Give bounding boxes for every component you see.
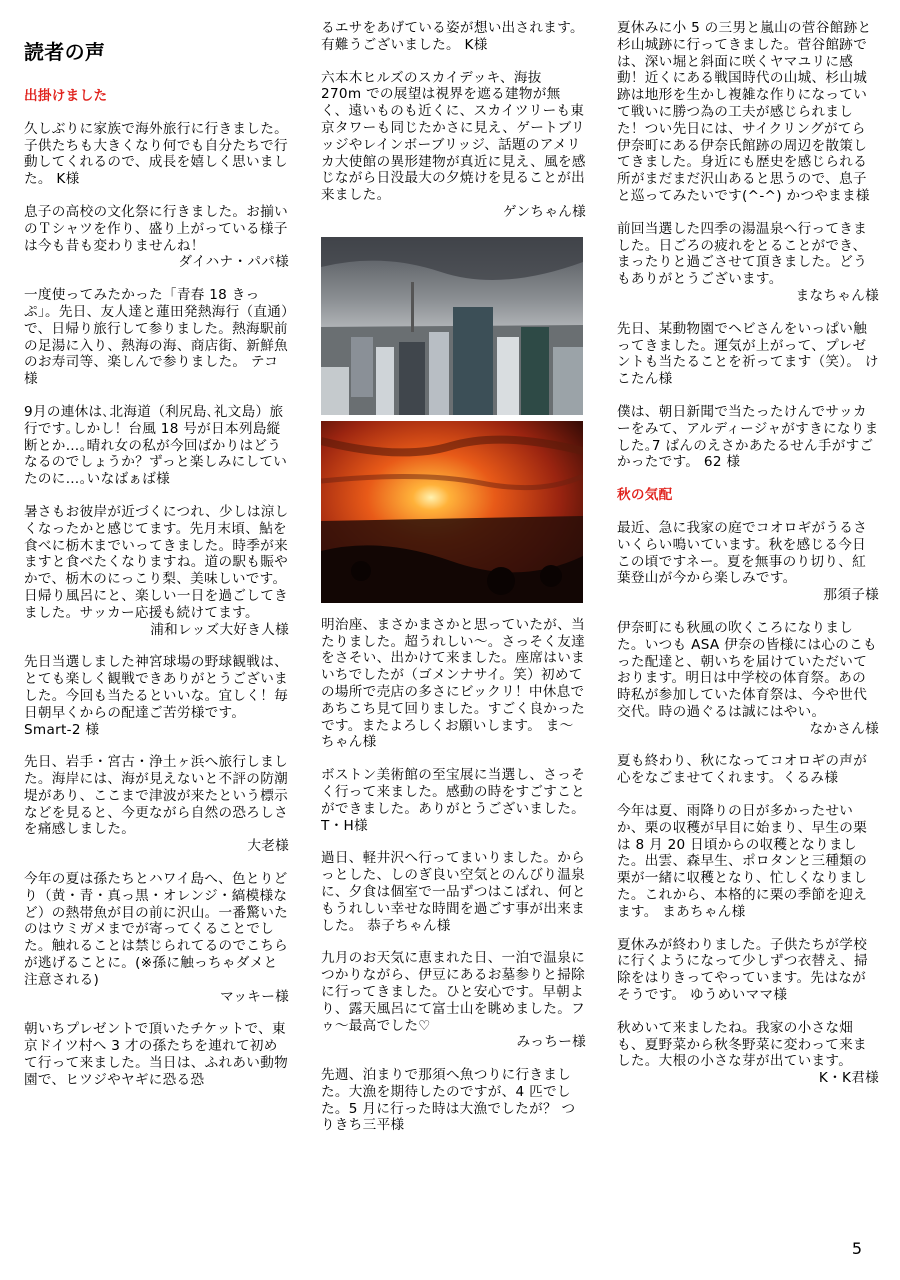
reader-entry-text: 夏休みに小 5 の三男と嵐山の菅谷館跡と杉山城跡に行ってきました。菅谷館跡では、深い堀と斜面に咲くヤマユリに感動！近くにある戦国時代の山城、杉山城跡は地形を生かし複雑な作りになっていて戦いに勝つ為の工夫が感じられました！つい先日には、サイクリングがてら伊奈町にある伊奈氏館跡の周辺を散策してきました。身近にも歴史を感じられる所がまだまだ沢山あると思うので、息子と巡ってみたいです(^-^) かつやまま様 — [617, 20, 872, 204]
reader-entry — [617, 753, 879, 787]
col3-top-entries — [617, 20, 879, 471]
reader-entry-text: 夏休みが終わりました。子供たちが学校に行くようになって少しずつ衣替え、掃除をはりきってやっています。先はながそうです。 ゆうめいママ様 — [617, 936, 868, 1004]
reader-entry-signature: 浦和レッズ大好き人様 — [150, 621, 289, 638]
reader-entry-signature: みっちー様 — [516, 1034, 586, 1051]
reader-entry — [321, 70, 586, 221]
reader-entry-text: 9月の連休は､北海道（利尻島､礼文島）旅行です｡しかし！台風 18 号が日本列島縦断とか…｡晴れ女の私が今回ばかりはどうなるのでしょうか？ずっと楽しみにしていたのに…｡いなばぁば様 — [24, 403, 288, 488]
reader-entry — [617, 937, 879, 1004]
reader-entry — [321, 767, 586, 834]
reader-entry — [24, 654, 289, 738]
reader-entry-text: 先日当選しました神宮球場の野球観戦は、とても楽しく観戦できありがとうございました。今回も当たるといいな。宜しく！毎日朝早くからの配達ご苦労様です。 Smart-2 様 — [24, 654, 288, 738]
reader-entry-signature: 那須子様 — [823, 587, 879, 604]
col3-bottom-entries — [617, 520, 879, 1087]
reader-entry — [617, 404, 879, 471]
reader-entry-text: 暑さもお彼岸が近づくにつれ、少しは涼しくなったかと感じてます。先月末頃、鮎を食べに栃木までいってきました。時季が来ますと食べたくなりますね。道の駅も賑やかで、栃木のにっこり梨、美味しいです。日帰り風呂にと、楽しい一日を過ごしてきました。サッカー応援も続けてます。 — [24, 503, 289, 621]
reader-entry — [617, 803, 879, 921]
reader-entry — [24, 204, 289, 271]
reader-entry — [24, 121, 289, 188]
reader-entry-text: 息子の高校の文化祭に行きました。お揃いのＴシャツを作り、盛り上がっている様子は今も昔も変わりませんね！ — [24, 203, 288, 254]
reader-entry-text: 久しぶりに家族で海外旅行に行きました。子供たちも大きくなり何でも自分たちで行動してくれるので、成長を嬉しく思いました。 K様 — [24, 120, 288, 188]
reader-entry-text: 秋めいて来ましたね。我家の小さな畑も、夏野菜から秋冬野菜に変わって来ました。大根の小さな芽が出ています。 — [617, 1019, 867, 1070]
column-2 — [321, 20, 586, 1150]
reader-entry — [24, 871, 289, 1005]
col2-bottom-entries — [321, 617, 586, 1135]
reader-entry-text: 僕は、朝日新聞で当たったけんでサッカーをみて、アルディージャがすきになりました｡7 ばんのえさかあたるせん手がすごかったです。 62 様 — [617, 403, 879, 471]
reader-entry-text: 明治座、まさかまさかと思っていたが、当たりました。超うれしい～。さっそく友達をさそい、出かけて来ました。座席はいまいちでしたが（ゴメンナサイ。笑）初めての場所で売店の多さにビックリ！中休息であちこち見て回りました。すごく良かったです。またよろしくお願いします。 ま～ちゃん様 — [321, 616, 585, 751]
reader-entry — [24, 504, 289, 638]
reader-entry — [321, 617, 586, 751]
reader-entry — [321, 950, 586, 1051]
reader-entry-text: 先週、泊まりで那須へ魚つりに行きました。大漁を期待したのですが、4 匹でした。5 月に行った時は大漁でしたが？ つりきち三平様 — [321, 1067, 576, 1134]
col2-top-entries — [321, 20, 586, 221]
reader-entry-text: るエサをあげている姿が想い出されます。有難うございました。 K様 — [321, 20, 584, 53]
reader-entry-text: 六本木ヒルズのスカイデッキ、海抜 270m での展望は視界を遮る建物が無く、遠いものも近くに、スカイツリーも東京タワーも同じたかさに見え、ゲートブリッジやレインボーブリッジ、話題のアメリカ大使館の異形建物が真近に見え、風を感じながら日没最大の夕焼けを見ることが出来ました。 — [321, 69, 586, 204]
reader-entry-text: 過日、軽井沢へ行ってまいりました。からっとした、しのぎ良い空気とのんびり温泉に、夕食は個室で一品ずつはこばれ、何ともうれしい幸せな時間を過ごす事が出来ました。 恭子ちゃん様 — [321, 850, 586, 934]
reader-entry-text: 先日、岩手・宮古・浄土ヶ浜へ旅行しました。海岸には、海が見えないと不評の防潮堤があり、ここまで津波が来たという標示などを見ると、今更ながら自然の恐ろしさを痛感しました。 — [24, 754, 288, 838]
reader-entry-signature: なかさん様 — [809, 720, 879, 737]
page-title: 読者の声 — [24, 40, 106, 64]
reader-entry — [321, 850, 586, 934]
reader-entry — [321, 1067, 586, 1134]
reader-entry — [24, 1021, 289, 1088]
reader-entry-text: 伊奈町にも秋風の吹くころになりました。いつも ASA 伊奈の皆様には心のこもった配達と、朝いちを届けていただいております。明日は中学校の体育祭。あの時私が参加していた体育祭は、今や世代交代。時の過ぐるは誠にはやい。 — [617, 619, 877, 720]
reader-entry — [617, 221, 879, 305]
reader-entry — [617, 20, 879, 205]
reader-entry-signature: ゲンちゃん様 — [502, 203, 586, 220]
reader-entry — [24, 287, 289, 388]
reader-entry-signature: 大老様 — [247, 838, 289, 855]
reader-entry-text: 朝いちプレゼントで頂いたチケットで、東京ドイツ村へ 3 才の孫たちを連れて初めて行って来ました。当日は、ふれあい動物園で、ヒツジやヤギに恐る恐 — [24, 1021, 288, 1088]
section-heading-autumn: 秋の気配 — [617, 487, 673, 504]
photo-sunset — [321, 421, 583, 603]
reader-entry — [617, 520, 879, 604]
reader-entry — [617, 620, 879, 738]
col1-entries — [24, 121, 289, 1089]
reader-entry — [24, 754, 289, 855]
reader-entry-text: 最近、急に我家の庭でコオロギがうるさいくらい鳴いています。秋を感じる今日この頃ですネー。夏を無事のり切り、紅葉登山が今から楽しみです。 — [617, 519, 868, 587]
reader-entry-text: 今年は夏、雨降りの日が多かったせいか、栗の収穫が早目に始まり、早生の栗は 8 月 20 日頃からの収穫となりました。出雲、森早生、ポロタンと三種類の栗が一緒に収穫となり、忙しくなりました。これから、本格的に栗の季節を迎えます。 まあちゃん様 — [617, 803, 868, 920]
reader-entry — [24, 404, 289, 488]
reader-entry-signature: マッキー様 — [220, 988, 289, 1005]
photo-tokyo-skyline — [321, 237, 583, 415]
reader-entry-signature: ダイハナ・パパ様 — [178, 254, 289, 271]
column-3 — [617, 20, 879, 1103]
reader-entry-text: 今年の夏は孫たちとハワイ島へ、色とりどり（黄・青・真っ黒・オレンジ・縞模様など）の熱帯魚が目の前に沢山。一番驚いたのはウミガメまでが寄ってくることでした。触れることは禁じられてるのでこちらが逃げることに。(※孫に触っちゃダメと注意される) — [24, 871, 288, 988]
section-heading-outings: 出掛けました — [24, 88, 108, 104]
reader-entry-signature: K・K君様 — [818, 1070, 879, 1087]
reader-entry — [617, 321, 879, 388]
column-1 — [24, 20, 289, 1105]
reader-entry-signature: まなちゃん様 — [795, 287, 879, 304]
reader-entry-text: 夏も終わり、秋になってコオロギの声が心をなごませてくれます。くるみ様 — [617, 753, 868, 787]
reader-entry-text: 前回当選した四季の湯温泉へ行ってきました。日ごろの疲れをとることができ、まったりと過ごさせて頂きました。どうもありがとうございます。 — [617, 220, 868, 288]
reader-entry-text: 九月のお天気に恵まれた日、一泊で温泉につかりながら、伊豆にあるお墓参りと掃除に行ってきました。ひと安心です。早朝より、露天風呂にて富士山を眺めました。フゥ～最高でした♡ — [321, 950, 585, 1034]
reader-entry — [617, 1020, 879, 1087]
reader-entry-text: 一度使ってみたかった「青春 18 きっぷ」。先日、友人達と蓮田発熱海行（直通）で、日帰り旅行して参りました。熱海駅前の足湯に入り、熱海の海、商店街、新鮮魚のお寿司等、楽しんで参りました。 テコ様 — [24, 287, 289, 388]
reader-entry-text: ボストン美術館の至宝展に当選し、さっそく行って来ました。感動の時をすごすことができました。ありがとうございました。 T・H様 — [321, 767, 585, 834]
page-number: 5 — [851, 1239, 862, 1258]
reader-entry — [321, 20, 586, 54]
reader-entry-text: 先日、某動物園でヘビさんをいっぱい触ってきました。運気が上がって、プレゼントも当たることを祈ってます（笑）。 けこたん様 — [617, 320, 879, 388]
